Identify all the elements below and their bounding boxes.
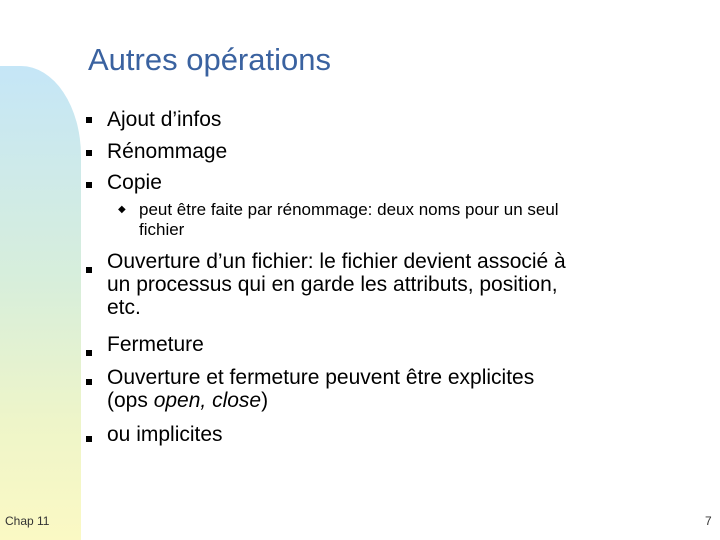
list-item-line: un processus qui en garde les attributs, position, — [107, 273, 558, 296]
list-item: Fermeture — [107, 333, 204, 356]
list-item: Ajout d’infos — [107, 108, 222, 131]
page-number: 7 — [705, 514, 712, 528]
square-bullet-icon — [86, 379, 92, 385]
sub-item-line: peut être faite par rénommage: deux noms pour un seul — [139, 200, 559, 219]
list-item-line: etc. — [107, 296, 141, 319]
list-item-line: Ouverture et fermeture peuvent être explicites — [107, 366, 535, 389]
italic-text: open, close — [153, 389, 262, 412]
list-item: Copie — [107, 171, 162, 194]
square-bullet-icon — [86, 117, 92, 123]
square-bullet-icon — [86, 182, 92, 188]
sub-list-item — [139, 200, 679, 240]
diamond-bullet-icon: ◆ — [118, 204, 126, 215]
list-item: ou implicites — [107, 423, 223, 446]
list-item — [107, 250, 566, 319]
square-bullet-icon — [86, 350, 92, 356]
text-span: ) — [261, 389, 269, 412]
list-item-line — [107, 389, 534, 412]
list-item: Rénommage — [107, 140, 228, 163]
text-span: (ops — [107, 389, 154, 412]
sub-item-line: fichier — [139, 220, 185, 239]
list-item-line: Ouverture d’un fichier: le fichier devient associé à — [107, 250, 566, 273]
slide-title: Autres opérations — [88, 42, 331, 77]
square-bullet-icon — [86, 436, 92, 442]
list-item — [107, 366, 534, 412]
square-bullet-icon — [86, 150, 92, 156]
chapter-label: Chap 11 — [5, 514, 50, 528]
decorative-sidebar — [0, 66, 81, 540]
square-bullet-icon — [86, 267, 92, 273]
